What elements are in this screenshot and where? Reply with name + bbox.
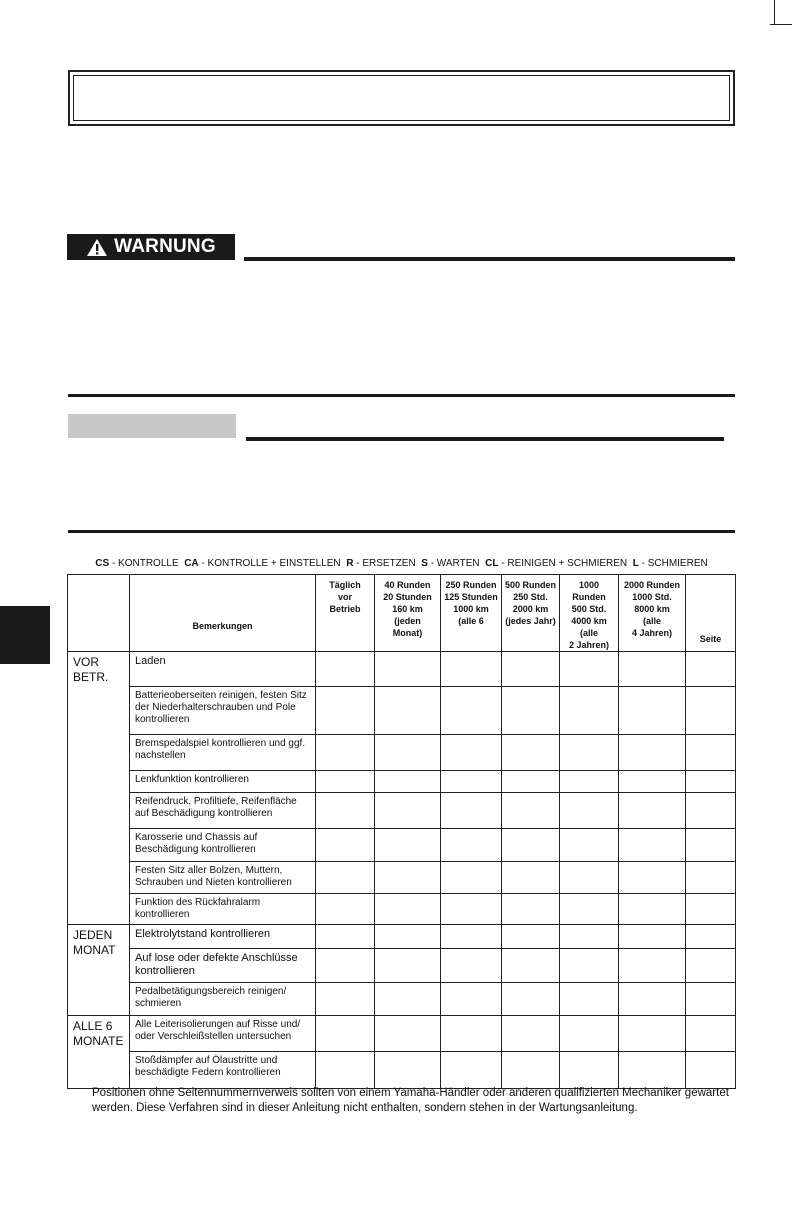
warning-rule bbox=[244, 257, 735, 261]
legend-item: CS - KONTROLLE bbox=[95, 558, 179, 569]
legend-item: L - SCHMIEREN bbox=[632, 558, 708, 569]
group-label: VOR BETR. bbox=[68, 652, 130, 925]
table-row bbox=[68, 949, 736, 983]
remark-cell: Karosserie und Chassis auf Beschädigung kontrollieren bbox=[130, 829, 316, 862]
crop-mark-top bbox=[774, 0, 775, 24]
table-row bbox=[68, 1016, 736, 1052]
remark-cell: Pedalbetätigungsbereich reinigen/ schmieren bbox=[130, 983, 316, 1016]
header-2000-runden: 2000 Runden 1000 Std. 8000 km (alle 4 Jahren) bbox=[619, 575, 686, 652]
section-title-box bbox=[68, 70, 735, 126]
footnote: Positionen ohne Seitennummernverweis sollten von einem Yamaha-Händler oder anderen qualifizierten Mechaniker gewartet werden. Diese Verfahren sind in dieser Anleitung nicht enthalten, sondern stehen in der Wartungsanleitung. bbox=[92, 1087, 729, 1114]
table-row bbox=[68, 652, 736, 687]
group-label: ALLE 6 MONATE bbox=[68, 1016, 130, 1089]
note-rule bbox=[246, 437, 724, 441]
remark-cell: Festen Sitz aller Bolzen, Muttern, Schrauben und Nieten kontrollieren bbox=[130, 862, 316, 894]
table-row bbox=[68, 983, 736, 1016]
remark-cell: Funktion des Rückfahralarm kontrollieren bbox=[130, 894, 316, 925]
header-500-runden: 500 Runden 250 Std. 2000 km (jedes Jahr) bbox=[502, 575, 560, 652]
table-row bbox=[68, 771, 736, 793]
remark-cell: Elektrolytstand kontrollieren bbox=[130, 925, 316, 949]
header-seite: Seite bbox=[686, 575, 736, 652]
crop-mark-right bbox=[770, 24, 792, 25]
section-divider bbox=[68, 394, 735, 397]
header-1000-runden: 1000 Runden 500 Std. 4000 km (alle 2 Jahren) bbox=[560, 575, 619, 652]
remark-cell: Batterieoberseiten reinigen, festen Sitz der Niederhalterschrauben und Pole kontrollieren bbox=[130, 687, 316, 735]
remark-cell: Reifendruck, Profiltiefe, Reifenfläche auf Beschädigung kontrollieren bbox=[130, 793, 316, 829]
remark-cell: Laden bbox=[130, 652, 316, 687]
table-header-row bbox=[68, 575, 736, 652]
table-row bbox=[68, 925, 736, 949]
note-tag bbox=[68, 414, 236, 438]
group-label: JEDEN MONAT bbox=[68, 925, 130, 1016]
header-daily: Täglich vor Betrieb bbox=[316, 575, 375, 652]
table-row bbox=[68, 829, 736, 862]
header-bemerkungen: Bemerkungen bbox=[130, 575, 316, 652]
chapter-tab bbox=[0, 606, 50, 664]
legend-item: S - WARTEN bbox=[421, 558, 480, 569]
legend-item: CA - KONTROLLE + EINSTELLEN bbox=[184, 558, 341, 569]
remark-cell: Lenkfunktion kontrollieren bbox=[130, 771, 316, 793]
header-group bbox=[68, 575, 130, 652]
remark-cell: Auf lose oder defekte Anschlüsse kontrollieren bbox=[130, 949, 316, 983]
table-row bbox=[68, 687, 736, 735]
header-250-runden: 250 Runden 125 Stunden 1000 km (alle 6 bbox=[441, 575, 502, 652]
table-row bbox=[68, 1052, 736, 1089]
remark-cell: Bremspedalspiel kontrollieren und ggf. nachstellen bbox=[130, 735, 316, 771]
note-end-divider bbox=[68, 530, 735, 533]
warning-triangle-icon bbox=[86, 238, 108, 257]
table-row bbox=[68, 862, 736, 894]
remark-cell: Alle Leiterisolierungen auf Risse und/ oder Verschleißstellen untersuchen bbox=[130, 1016, 316, 1052]
maintenance-schedule-table bbox=[67, 574, 736, 1089]
table-row bbox=[68, 793, 736, 829]
warning-label: WARNUNG bbox=[114, 236, 216, 257]
table-row bbox=[68, 894, 736, 925]
legend-item: CL - REINIGEN + SCHMIEREN bbox=[485, 558, 628, 569]
header-40-runden: 40 Runden 20 Stunden 160 km (jeden Monat) bbox=[375, 575, 441, 652]
warning-badge bbox=[67, 234, 235, 260]
legend-item: R - ERSETZEN bbox=[346, 558, 416, 569]
remark-cell: Stoßdämpfer auf Ölaustritte und beschädigte Federn kontrollieren bbox=[130, 1052, 316, 1089]
maintenance-legend bbox=[68, 558, 735, 569]
table-row bbox=[68, 735, 736, 771]
